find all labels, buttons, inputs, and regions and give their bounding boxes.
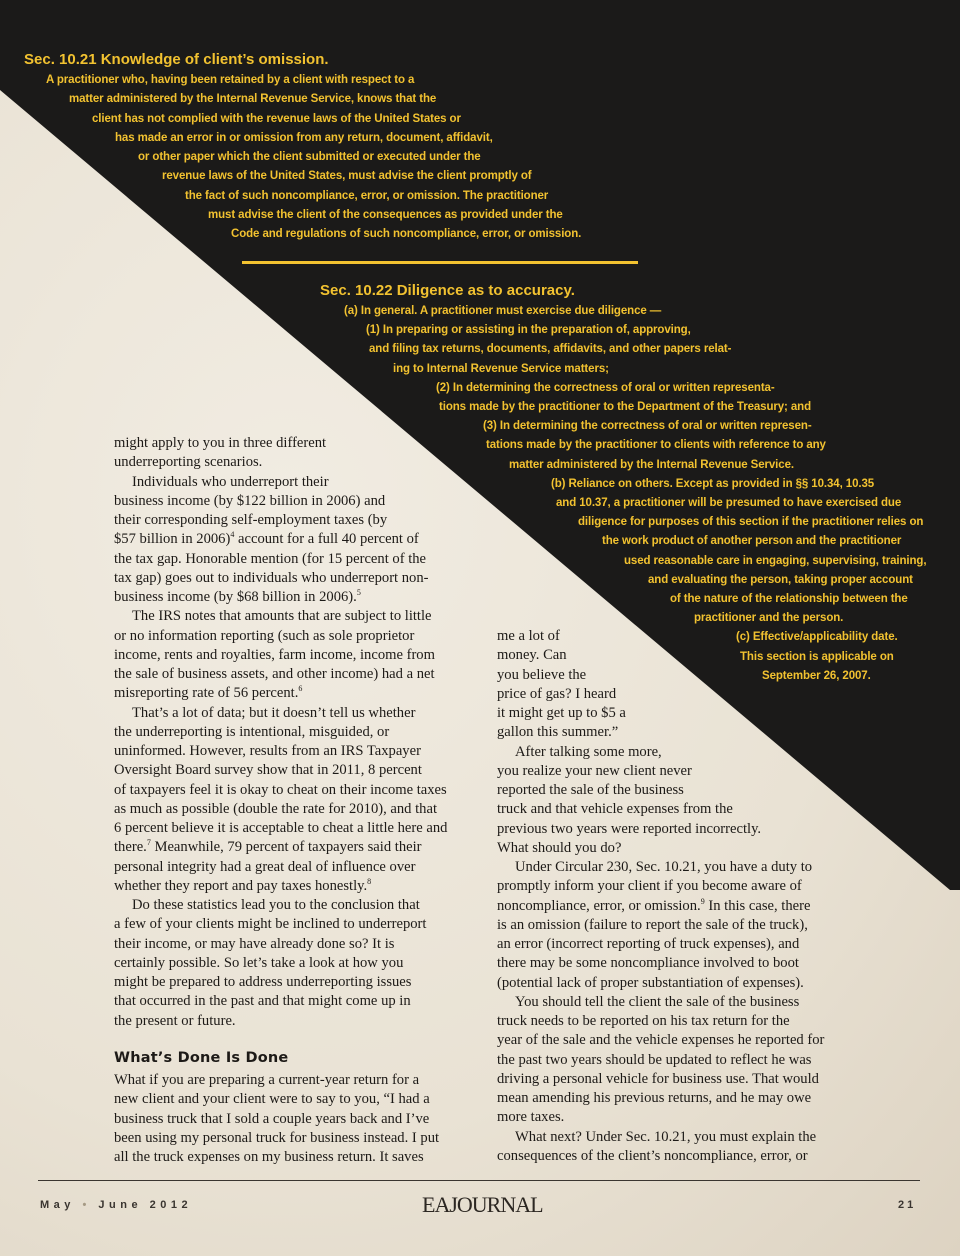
text-line [114, 511, 484, 530]
sec-10-22-line: and filing tax returns, documents, affidavits, and other papers relat- [369, 343, 732, 356]
text-segment: year of the sale and the vehicle expenses he reported for [497, 1032, 825, 1049]
footnote-ref: 8 [367, 876, 372, 886]
text-line [114, 781, 484, 800]
text-line [497, 839, 877, 858]
text-line [114, 473, 484, 492]
text-segment: previous two years were reported incorrectly. [497, 820, 762, 837]
text-segment: truck needs to be reported on his tax return for the [497, 1013, 790, 1029]
text-segment: Individuals who underreport their [132, 473, 329, 490]
sec-10-22-line: (a) In general. A practitioner must exercise due diligence — [344, 305, 662, 317]
separator-dot: • [82, 1199, 91, 1211]
text-segment: is an omission (failure to report the sale of the truck), [497, 916, 808, 933]
text-line [114, 896, 484, 915]
sec-10-21-line: the fact of such noncompliance, error, or omission. The practitioner [185, 189, 549, 202]
sec-10-22-title: Sec. 10.22 Diligence as to accuracy. [320, 282, 575, 299]
text-line [114, 973, 484, 992]
text-line [497, 685, 877, 704]
sec-10-22-line: the work product of another person and the practitioner [602, 535, 902, 548]
text-line [114, 1071, 484, 1090]
text-line [114, 627, 484, 646]
text-line [497, 897, 877, 916]
sec-10-21-line: Code and regulations of such noncompliance, error, or omission. [231, 228, 582, 240]
section-divider [242, 261, 638, 264]
text-segment: more taxes. [497, 1109, 565, 1126]
text-line [497, 916, 877, 935]
sec-10-21-title: Sec. 10.21 Knowledge of client’s omission. [24, 51, 329, 68]
text-line [114, 723, 484, 742]
sec-10-21-line: matter administered by the Internal Revenue Service, knows that the [69, 93, 437, 106]
text-segment: tax gap) goes out to individuals who underreport non- [114, 569, 429, 586]
sec-10-21-line: A practitioner who, having been retained by a client with respect to a [46, 74, 415, 86]
text-line [497, 1089, 877, 1108]
sec-10-22-line: tations made by the practitioner to clients with reference to any [486, 439, 826, 452]
sec-10-22-line: (1) In preparing or assisting in the preparation of, approving, [366, 324, 691, 337]
text-line [114, 858, 484, 877]
text-segment: $57 billion in 2006) [114, 531, 231, 548]
text-segment: the sale of business assets, and other income) had a net [114, 666, 435, 682]
text-line [114, 915, 484, 934]
text-line [497, 1147, 877, 1166]
footnote-ref: 9 [700, 896, 705, 906]
text-segment: a few of your clients might be inclined to underreport [114, 916, 427, 933]
text-segment: might apply to you in three different [114, 435, 327, 451]
footnote-ref: 4 [230, 530, 235, 540]
text-segment: underreporting scenarios. [114, 454, 263, 471]
text-line [114, 453, 484, 472]
text-segment: What should you do? [497, 839, 622, 856]
text-line [114, 838, 484, 857]
text-segment: After talking some more, [515, 743, 662, 760]
sec-10-21-line: must advise the client of the consequences as provided under the [208, 208, 563, 221]
text-segment: What if you are preparing a current-year return for a [114, 1072, 420, 1088]
sec-10-22-line: This section is applicable on [740, 650, 894, 663]
text-segment: their corresponding self-employment taxes (by [114, 512, 388, 528]
issue-month-year: June 2012 [98, 1199, 193, 1211]
text-line [497, 1108, 877, 1127]
text-segment: whether they report and pay taxes honestly. [114, 877, 368, 894]
text-line [497, 1012, 877, 1031]
text-line [497, 974, 877, 993]
text-segment: the tax gap. Honorable mention (for 15 percent of the [114, 550, 427, 567]
text-segment: money. Can [497, 647, 567, 664]
text-segment: Oversight Board survey show that in 2011, 8 percent [114, 762, 422, 779]
text-segment: Under Circular 230, Sec. 10.21, you have a duty to [515, 859, 813, 875]
sec-10-22-line: ing to Internal Revenue Service matters; [393, 362, 609, 375]
sec-10-22-line: tions made by the practitioner to the Department of the Treasury; and [439, 401, 812, 413]
text-line [114, 492, 484, 511]
sec-10-21-line: has made an error in or omission from any return, document, affidavit, [115, 131, 493, 144]
text-line [497, 723, 877, 742]
right-column [497, 627, 877, 1166]
text-line [497, 1128, 877, 1147]
sec-10-22-line: and 10.37, a practitioner will be presumed to have exercised due [556, 497, 902, 509]
text-segment: That’s a lot of data; but it doesn’t tell us whether [132, 704, 416, 721]
text-line [497, 993, 877, 1012]
text-line [114, 1090, 484, 1109]
text-segment: (potential lack of proper substantiation of expenses). [497, 974, 804, 991]
text-segment: an error (incorrect reporting of truck expenses), and [497, 936, 800, 952]
text-line [497, 1031, 877, 1050]
text-segment: Do these statistics lead you to the conclusion that [132, 897, 420, 913]
text-segment: You should tell the client the sale of the business [515, 993, 800, 1010]
footnote-ref: 7 [146, 838, 151, 848]
text-line [497, 743, 877, 762]
text-line [497, 762, 877, 781]
footnote-ref: 5 [356, 588, 361, 598]
sec-10-22-line: (c) Effective/applicability date. [736, 631, 898, 644]
text-line [114, 607, 484, 626]
text-segment: income, rents and royalties, farm income, income from [114, 646, 435, 663]
text-line [114, 704, 484, 723]
sec-10-22-line: (b) Reliance on others. Except as provided in §§ 10.34, 10.35 [551, 477, 875, 490]
text-line [497, 1051, 877, 1070]
sec-10-22-line: practitioner and the person. [694, 612, 844, 625]
sec-10-21-line: or other paper which the client submitted or executed under the [138, 151, 481, 163]
text-line [497, 935, 877, 954]
text-line [114, 665, 484, 684]
text-segment: you believe the [497, 666, 587, 683]
text-segment: reported the sale of the business [497, 782, 684, 798]
text-segment: of taxpayers feel it is okay to cheat on their income taxes [114, 781, 447, 798]
text-line [114, 588, 484, 607]
page-number: 21 [898, 1199, 917, 1211]
footnote-ref: 6 [298, 684, 303, 694]
text-line [497, 877, 877, 896]
text-segment: been using my personal truck for business instead. I put [114, 1129, 440, 1146]
text-segment: the present or future. [114, 1012, 236, 1029]
text-line [497, 646, 877, 665]
sec-10-22-line: used reasonable care in engaging, supervising, training, [624, 554, 927, 567]
text-line [114, 819, 484, 838]
left-column-continued [114, 1071, 484, 1167]
text-segment: noncompliance, error, or omission. [497, 897, 701, 914]
text-segment: there may be some noncompliance involved to boot [497, 955, 799, 972]
text-line [497, 954, 877, 973]
text-line [497, 666, 877, 685]
text-segment: their income, or may have already done so? It is [114, 935, 395, 952]
text-line [497, 1070, 877, 1089]
sec-10-22-line: (3) In determining the correctness of oral or written represen- [483, 420, 812, 433]
text-segment: What next? Under Sec. 10.21, you must explain the [515, 1128, 817, 1145]
text-line [114, 1148, 484, 1167]
text-segment: gallon this summer.” [497, 724, 619, 741]
text-segment: The IRS notes that amounts that are subject to little [132, 608, 432, 625]
text-segment: business income (by $122 billion in 2006) and [114, 492, 386, 509]
text-line [114, 646, 484, 665]
sec-10-22-line: and evaluating the person, taking proper account [648, 573, 913, 586]
text-segment: the underreporting is intentional, misguided, or [114, 723, 390, 740]
text-line [497, 820, 877, 839]
text-segment: that occurred in the past and that might come up in [114, 993, 411, 1010]
text-segment: it might get up to $5 a [497, 705, 626, 721]
text-line [114, 434, 484, 453]
text-line [497, 627, 877, 646]
text-segment: business truck that I sold a couple years back and I’ve [114, 1110, 430, 1127]
text-segment: promptly inform your client if you become aware of [497, 878, 802, 895]
text-segment: misreporting rate of 56 percent. [114, 685, 299, 702]
text-line [114, 877, 484, 896]
text-line [497, 781, 877, 800]
text-line [114, 530, 484, 549]
text-segment: price of gas? I heard [497, 685, 617, 702]
text-segment: truck and that vehicle expenses from the [497, 801, 733, 818]
sec-10-22-line: matter administered by the Internal Revenue Service. [509, 458, 794, 471]
text-line [114, 569, 484, 588]
text-line [114, 761, 484, 780]
text-line [114, 800, 484, 819]
text-segment: there. [114, 839, 147, 856]
sec-10-22-line: September 26, 2007. [762, 669, 871, 682]
ea-journal-logo: EAJOURNAL [422, 1192, 543, 1217]
sec-10-22-line: diligence for purposes of this section if the practitioner relies on [578, 516, 924, 529]
text-segment: all the truck expenses on my business return. It saves [114, 1149, 424, 1165]
text-segment: 6 percent believe it is acceptable to cheat a little here and [114, 820, 448, 836]
text-segment: new client and your client were to say to you, “I had a [114, 1091, 430, 1108]
text-segment: driving a personal vehicle for business use. That would [497, 1070, 819, 1087]
text-line [497, 858, 877, 877]
text-segment: certainly possible. So let’s take a look at how you [114, 954, 404, 971]
text-line [114, 935, 484, 954]
text-segment: Meanwhile, 79 percent of taxpayers said their [150, 839, 422, 856]
sec-10-21-line: client has not complied with the revenue laws of the United States or [92, 112, 461, 125]
left-column [114, 434, 484, 1031]
sec-10-22-line: (2) In determining the correctness of oral or written representa- [436, 381, 775, 394]
sec-10-21-line: revenue laws of the United States, must advise the client promptly of [162, 170, 532, 183]
sec-10-22-line: of the nature of the relationship between the [670, 593, 908, 605]
text-line [114, 992, 484, 1011]
text-segment: me a lot of [497, 628, 560, 644]
text-segment: as much as possible (double the rate for 2010), and that [114, 800, 438, 817]
text-segment: might be prepared to address underreporting issues [114, 974, 412, 990]
text-line [114, 1129, 484, 1148]
text-line [497, 800, 877, 819]
text-segment: account for a full 40 percent of [234, 531, 419, 548]
text-segment: consequences of the client’s noncompliance, error, or [497, 1147, 808, 1164]
text-segment: uninformed. However, results from an IRS Taxpayer [114, 743, 421, 759]
text-segment: business income (by $68 billion in 2006). [114, 589, 357, 605]
text-segment: you realize your new client never [497, 762, 692, 779]
text-line [114, 1110, 484, 1129]
text-line [114, 684, 484, 703]
issue-month: May [40, 1199, 75, 1211]
text-segment: personal integrity had a great deal of influence over [114, 858, 416, 875]
text-segment: In this case, there [704, 897, 811, 914]
text-line [114, 954, 484, 973]
text-segment: the past two years should be updated to reflect he was [497, 1051, 812, 1068]
footer-rule [38, 1180, 920, 1181]
text-line [114, 742, 484, 761]
text-line [114, 550, 484, 569]
section-heading: What’s Done Is Done [114, 1050, 289, 1066]
text-segment: mean amending his previous returns, and he may owe [497, 1090, 812, 1106]
issue-date [40, 1199, 192, 1211]
text-segment: or no information reporting (such as sole proprietor [114, 627, 415, 644]
text-line [497, 704, 877, 723]
text-line [114, 1012, 484, 1031]
